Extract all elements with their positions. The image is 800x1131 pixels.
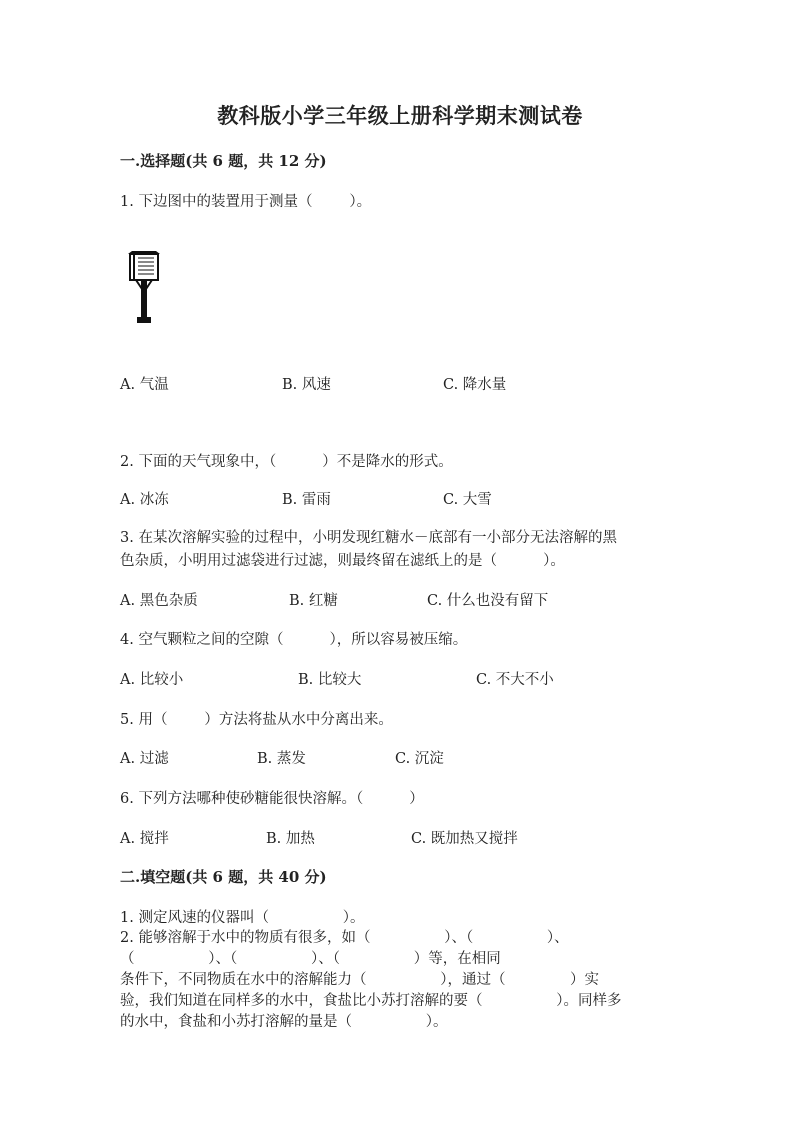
fill-question-2-line-4: 验，我们知道在同样多的水中，食盐比小苏打溶解的要（ ）。同样多 — [120, 993, 622, 1009]
question-1-option-c: C. 降水量 — [443, 377, 507, 393]
question-2-option-b: B. 雷雨 — [282, 492, 331, 508]
question-3-stem-line-2: 色杂质，小明用过滤袋进行过滤，则最终留在滤纸上的是（ ）。 — [120, 553, 565, 569]
question-4-option-a: A. 比较小 — [120, 672, 184, 688]
question-4-option-b: B. 比较大 — [298, 672, 362, 688]
weather-station-icon — [128, 250, 160, 324]
question-5-stem: 5. 用（ ）方法将盐从水中分离出来。 — [120, 712, 393, 728]
fill-question-2-line-5: 的水中，食盐和小苏打溶解的量是（ ）。 — [120, 1014, 448, 1030]
question-6-option-c: C. 既加热又搅拌 — [411, 831, 518, 847]
fill-question-2-line-2: （ ）、（ ）、（ ）等，在相同 — [120, 951, 501, 967]
question-3-option-a: A. 黑色杂质 — [120, 593, 198, 609]
question-4-option-c: C. 不大不小 — [476, 672, 554, 688]
fill-question-2-line-1: 2. 能够溶解于水中的物质有很多，如（ ）、（ ）、 — [120, 930, 569, 946]
question-5-option-c: C. 沉淀 — [395, 751, 444, 767]
page-title: 教科版小学三年级上册科学期末测试卷 — [217, 103, 583, 128]
question-2-option-a: A. 冰冻 — [120, 492, 169, 508]
question-2-option-c: C. 大雪 — [443, 492, 492, 508]
fill-question-2-line-3: 条件下，不同物质在水中的溶解能力（ ），通过（ ）实 — [120, 972, 600, 988]
question-1-stem: 1. 下边图中的装置用于测量（ ）。 — [120, 194, 372, 210]
section-1-heading: 一.选择题(共 6 题，共 12 分) — [120, 152, 327, 170]
question-6-option-a: A. 搅拌 — [120, 831, 169, 847]
question-1-option-b: B. 风速 — [282, 377, 331, 393]
question-4-stem: 4. 空气颗粒之间的空隙（ ），所以容易被压缩。 — [120, 632, 468, 648]
question-5-option-a: A. 过滤 — [120, 751, 169, 767]
question-6-option-b: B. 加热 — [266, 831, 315, 847]
section-2-heading: 二.填空题(共 6 题，共 40 分) — [120, 868, 327, 886]
question-3-option-c: C. 什么也没有留下 — [427, 593, 549, 609]
question-2-stem: 2. 下面的天气现象中，（ ）不是降水的形式。 — [120, 454, 453, 470]
fill-question-1: 1. 测定风速的仪器叫（ ）。 — [120, 910, 365, 926]
question-3-option-b: B. 红糖 — [289, 593, 338, 609]
question-5-option-b: B. 蒸发 — [257, 751, 306, 767]
question-1-option-a: A. 气温 — [120, 377, 169, 393]
question-3-stem-line-1: 3. 在某次溶解实验的过程中，小明发现红糖水－底部有一小部分无法溶解的黑 — [120, 530, 617, 546]
question-6-stem: 6. 下列方法哪种使砂糖能很快溶解。（ ） — [120, 791, 424, 807]
